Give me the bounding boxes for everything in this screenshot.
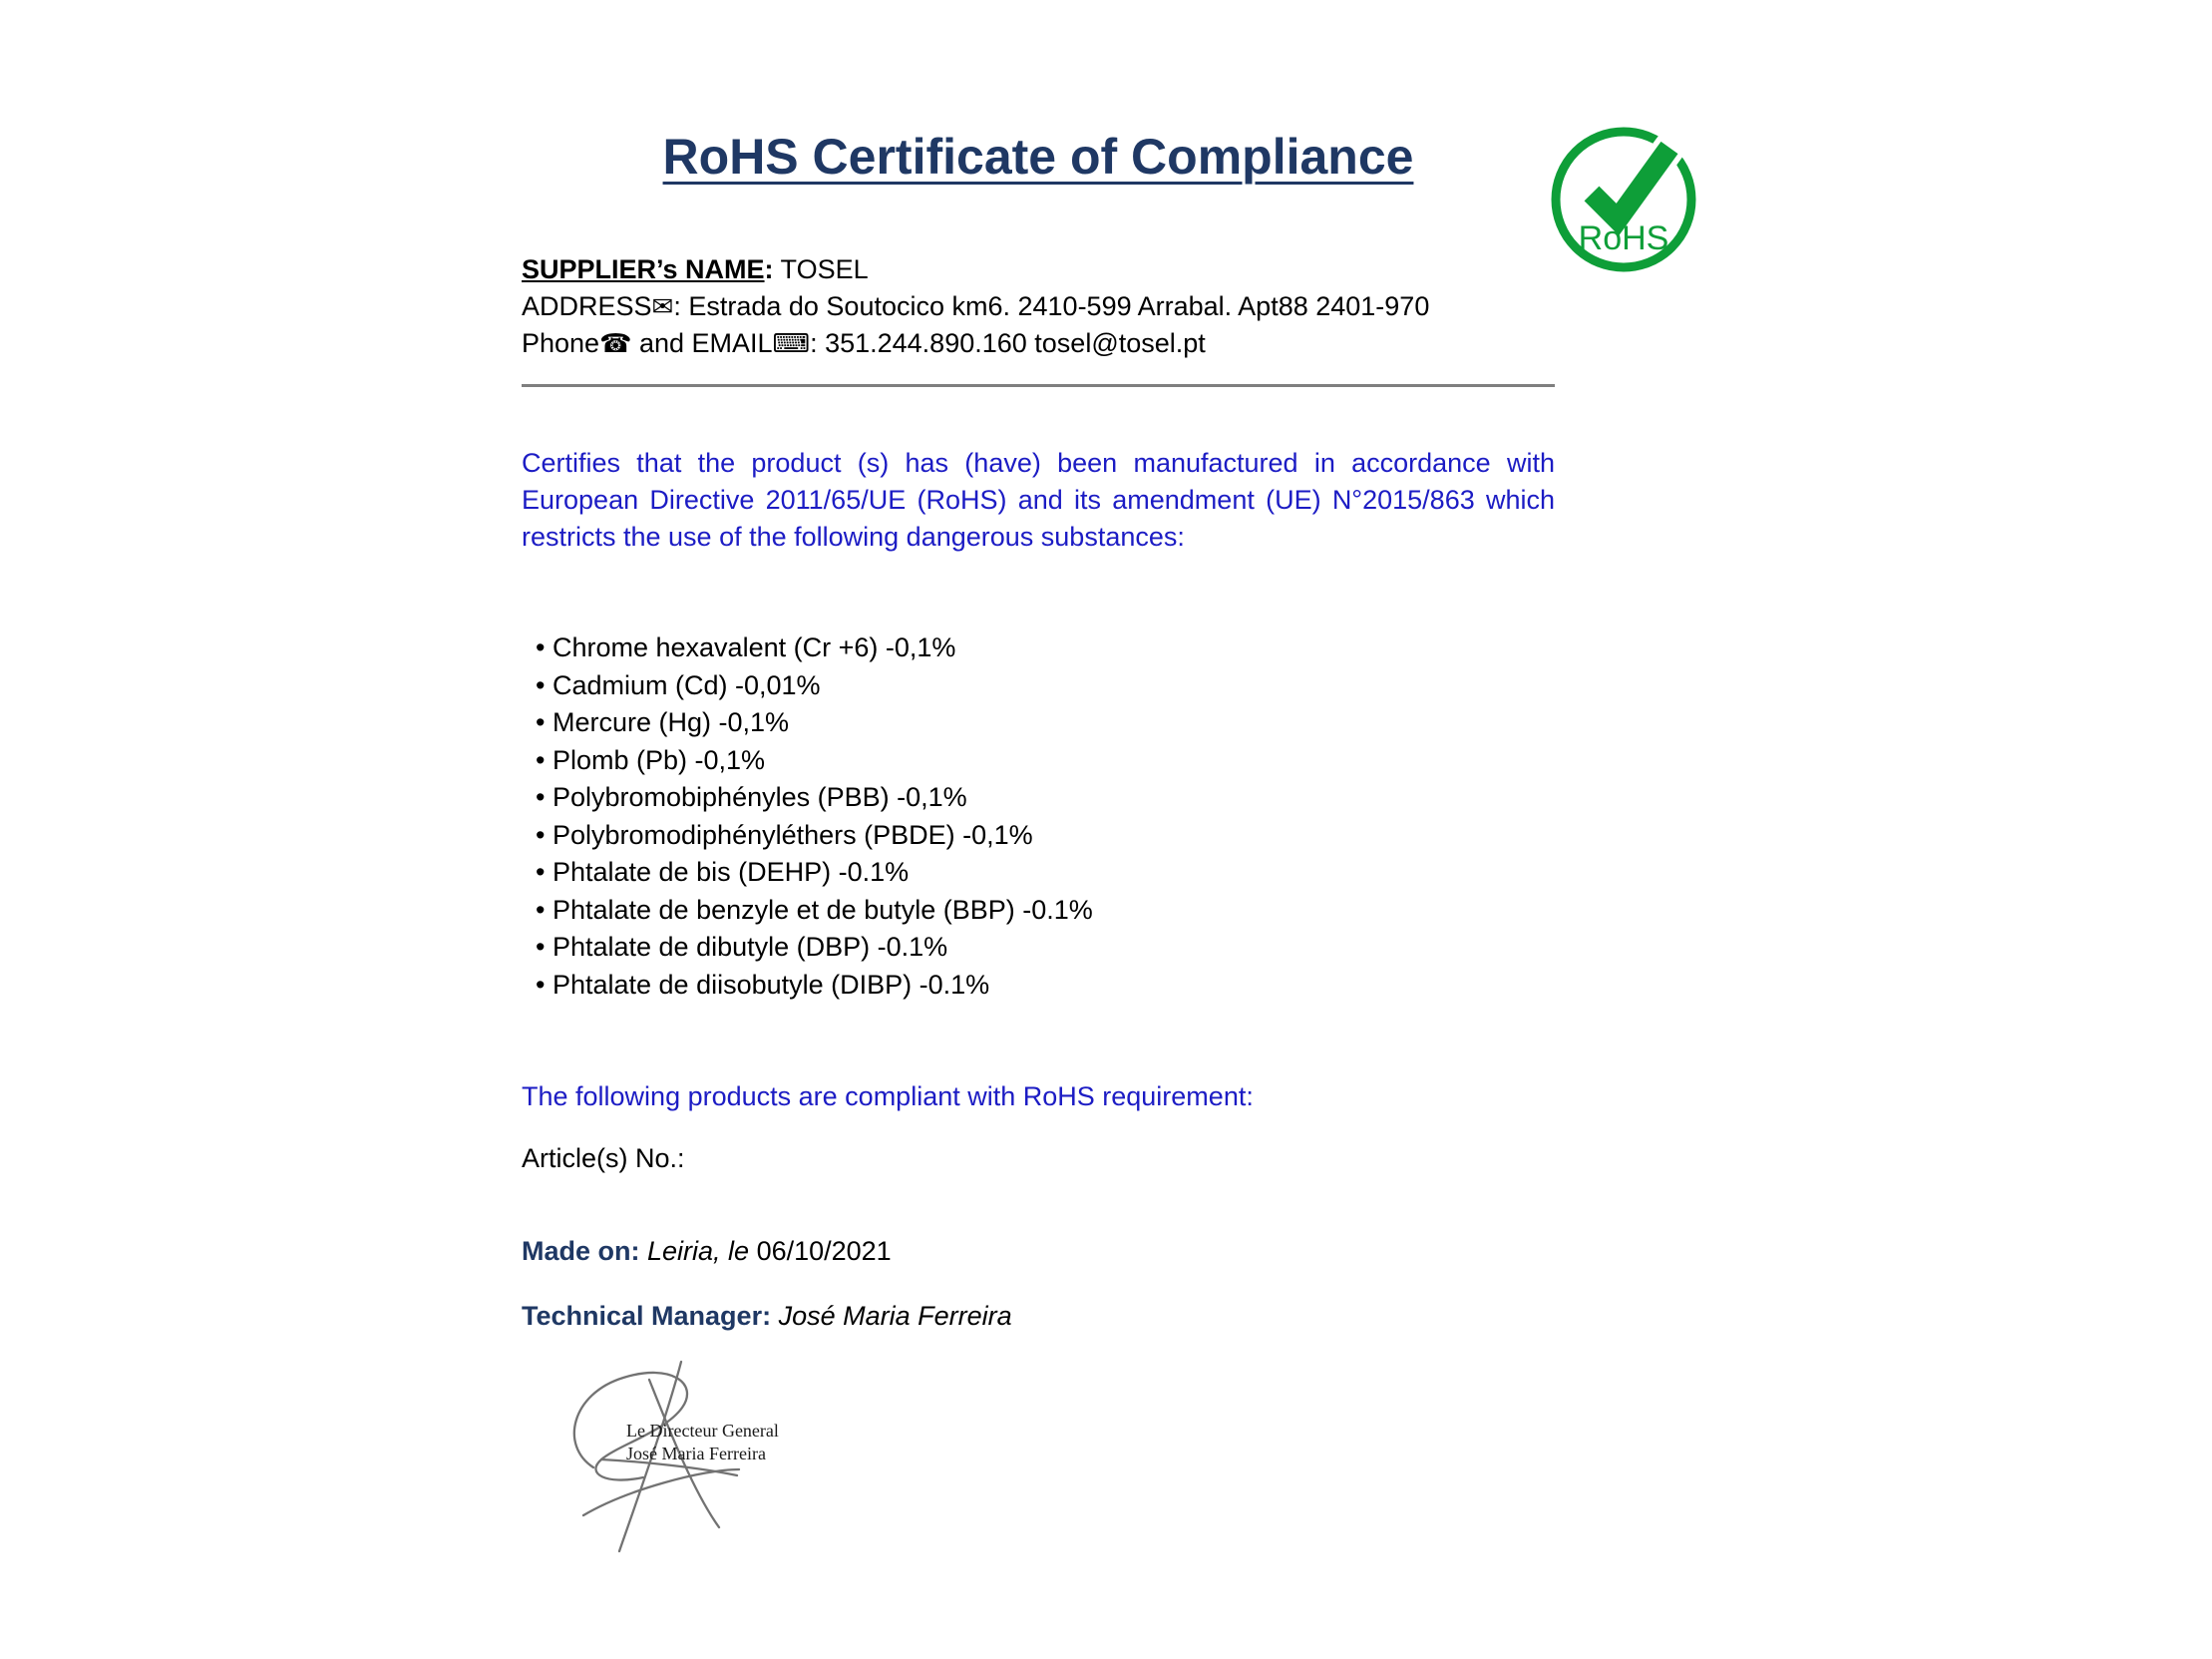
signature-block <box>532 1350 891 1564</box>
technical-manager-name: José Maria Ferreira <box>771 1301 1012 1331</box>
section-divider <box>522 384 1555 387</box>
envelope-icon: ✉ <box>651 291 674 321</box>
substance-item: • Polybromobiphényles (PBB) -0,1% <box>536 779 1555 817</box>
logo-text: RoHS <box>1578 219 1669 257</box>
certificate-document <box>522 0 1555 1564</box>
compliance-statement: The following products are compliant with RoHS requirement: <box>522 1081 1254 1111</box>
technical-manager-line <box>522 1301 1555 1332</box>
supplier-info-block <box>522 251 1555 362</box>
substance-item: • Mercure (Hg) -0,1% <box>536 704 1555 742</box>
signature-name: José Maria Ferreira <box>626 1444 766 1463</box>
supplier-name-label: SUPPLIER’s NAME <box>522 254 765 284</box>
made-on-place: Leiria, le <box>639 1236 757 1266</box>
supplier-contact-line <box>522 325 1555 362</box>
made-on-line <box>522 1236 1555 1267</box>
computer-icon: ⌨ <box>772 328 811 358</box>
articles-label: Article(s) No.: <box>522 1143 685 1173</box>
substance-item: • Polybromodiphényléthers (PBDE) -0,1% <box>536 817 1555 855</box>
substance-item: • Plomb (Pb) -0,1% <box>536 742 1555 780</box>
page-title: RoHS Certificate of Compliance <box>662 129 1414 185</box>
substance-item: • Phtalate de dibutyle (DBP) -0.1% <box>536 929 1555 967</box>
substance-item: • Cadmium (Cd) -0,01% <box>536 667 1555 705</box>
email-label: and EMAIL <box>631 328 773 358</box>
made-on-date: 06/10/2021 <box>756 1236 892 1266</box>
supplier-address-line <box>522 288 1555 325</box>
phone-icon: ☎ <box>599 328 632 358</box>
supplier-name-value: TOSEL <box>773 254 869 284</box>
substance-item: • Phtalate de benzyle et de butyle (BBP) -0.1% <box>536 892 1555 930</box>
address-value: : Estrada do Soutocico km6. 2410-599 Arrabal. Apt88 2401-970 <box>673 291 1430 321</box>
supplier-name-line <box>522 251 1555 288</box>
address-label: ADDRESS <box>522 291 652 321</box>
supplier-name-colon: : <box>764 254 774 284</box>
contact-value: : 351.244.890.160 tosel@tosel.pt <box>810 328 1206 358</box>
substance-item: • Phtalate de bis (DEHP) -0.1% <box>536 854 1555 892</box>
phone-label: Phone <box>522 328 600 358</box>
substance-item: • Chrome hexavalent (Cr +6) -0,1% <box>536 629 1555 667</box>
made-on-label: Made on: <box>522 1236 640 1266</box>
signature-caption <box>626 1420 779 1465</box>
substances-list <box>522 629 1555 1004</box>
substance-item: • Phtalate de diisobutyle (DIBP) -0.1% <box>536 967 1555 1005</box>
technical-manager-label: Technical Manager: <box>522 1301 772 1331</box>
rohs-logo <box>1548 118 1703 277</box>
signature-title: Le Directeur General <box>626 1421 779 1441</box>
certification-statement: Certifies that the product (s) has (have) been manufactured in accordance with European Directive 2011/65/UE (RoHS) and its amendment (UE) N°2015/863 which restricts the use of the following dangerous substances: <box>522 448 1555 552</box>
